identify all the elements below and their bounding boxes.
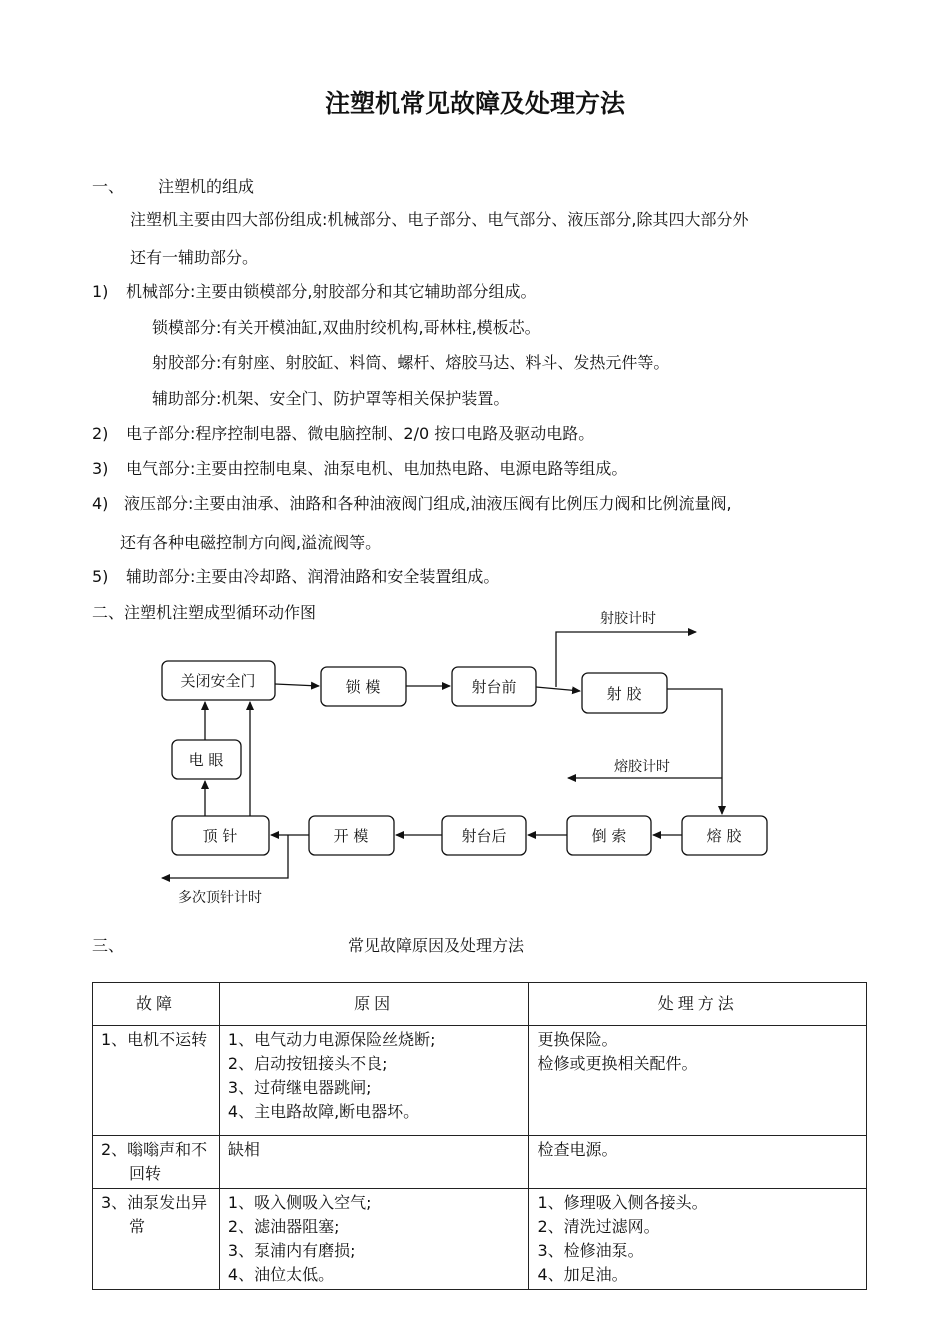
solution-cell: 检查电源。 xyxy=(529,1136,867,1189)
solution-cell: 更换保险。 检修或更换相关配件。 xyxy=(529,1026,867,1136)
svg-text:射 胶: 射 胶 xyxy=(606,685,642,703)
inject-timer-label: 射胶计时 xyxy=(600,611,656,627)
svg-text:顶 针: 顶 针 xyxy=(202,827,238,845)
item-1-sub-injection: 射胶部分:有射座、射胶缸、料筒、螺杆、熔胶马达、料斗、发热元件等。 xyxy=(152,353,670,372)
node-carriage-forward xyxy=(452,667,536,706)
svg-text:射台后: 射台后 xyxy=(461,827,507,845)
header-solution: 处理方法 xyxy=(529,983,867,1026)
svg-text:熔 胶: 熔 胶 xyxy=(706,827,742,845)
table-row xyxy=(93,1136,867,1189)
item-5-text: 辅助部分:主要由冷却路、润滑油路和安全装置组成。 xyxy=(126,567,500,586)
item-4-number: 4) xyxy=(92,494,109,513)
table-row xyxy=(93,1026,867,1136)
item-1-text: 机械部分:主要由锁模部分,射胶部分和其它辅助部分组成。 xyxy=(126,282,537,301)
item-1-number: 1) xyxy=(92,282,109,301)
table-row xyxy=(93,1189,867,1290)
section1-heading: 注塑机的组成 xyxy=(158,177,255,196)
item-2-text: 电子部分:程序控制电器、微电脑控制、2/0 按口电路及驱动电路。 xyxy=(126,424,595,443)
node-open-mold xyxy=(309,816,394,855)
item-4-continuation: 还有各种电磁控制方向阀,溢流阀等。 xyxy=(120,533,382,552)
svg-text:锁 模: 锁 模 xyxy=(345,678,381,696)
node-inject xyxy=(582,673,667,713)
fault-table xyxy=(92,982,867,1290)
svg-text:开 模: 开 模 xyxy=(333,827,369,845)
table-header-row xyxy=(93,983,867,1026)
fault-cell: 3、油泵发出异常 xyxy=(93,1189,220,1290)
node-lock-mold xyxy=(321,667,406,706)
section1-intro-line1: 注塑机主要由四大部份组成:机械部分、电子部分、电气部分、液压部分,除其四大部分外 xyxy=(130,210,749,229)
header-fault: 故障 xyxy=(93,983,220,1026)
node-suck-back xyxy=(567,816,651,855)
node-close-safety-door xyxy=(162,661,275,700)
cause-cell: 1、电气动力电源保险丝烧断; 2、启动按钮接头不良; 3、过荷继电器跳闸; 4、主电路故障,断电器坏。 xyxy=(219,1026,529,1136)
section3-heading: 常见故障原因及处理方法 xyxy=(348,936,525,955)
section2-heading: 二、注塑机注塑成型循环动作图 xyxy=(92,603,317,622)
fault-cell: 1、电机不运转 xyxy=(93,1026,220,1136)
item-3-number: 3) xyxy=(92,459,109,478)
item-1-sub-auxiliary: 辅助部分:机架、安全门、防护罩等相关保护装置。 xyxy=(152,389,510,408)
node-eject xyxy=(172,816,269,855)
item-4-text: 液压部分:主要由油承、油路和各种油液阀门组成,油液压阀有比例压力阀和比例流量阀, xyxy=(124,494,732,513)
cause-cell: 1、吸入侧吸入空气; 2、滤油器阻塞; 3、泵浦内有磨损; 4、油位太低。 xyxy=(219,1189,529,1290)
injection-cycle-diagram xyxy=(0,600,950,920)
node-melt xyxy=(682,816,767,855)
eject-timer-label: 多次顶针计时 xyxy=(178,890,262,906)
item-1-sub-clamping: 锁模部分:有关开模油缸,双曲肘绞机构,哥林柱,模板芯。 xyxy=(152,318,541,337)
node-carriage-back xyxy=(442,816,526,855)
svg-text:射台前: 射台前 xyxy=(471,678,517,696)
item-3-text: 电气部分:主要由控制电臬、油泵电机、电加热电路、电源电路等组成。 xyxy=(126,459,628,478)
fault-cell: 2、嗡嗡声和不回转 xyxy=(93,1136,220,1189)
section1-number: 一、 xyxy=(92,177,125,196)
svg-text:电 眼: 电 眼 xyxy=(188,751,224,769)
cause-cell: 缺相 xyxy=(219,1136,529,1189)
item-2-number: 2) xyxy=(92,424,109,443)
section1-intro-line2: 还有一辅助部分。 xyxy=(130,248,259,267)
svg-text:倒 索: 倒 索 xyxy=(591,827,627,845)
header-cause: 原因 xyxy=(219,983,529,1026)
page-title: 注塑机常见故障及处理方法 xyxy=(324,89,625,118)
melt-timer-label: 熔胶计时 xyxy=(614,759,670,775)
solution-cell: 1、修理吸入侧各接头。 2、清洗过滤网。 3、检修油泵。 4、加足油。 xyxy=(529,1189,867,1290)
section3-number: 三、 xyxy=(92,936,125,955)
item-5-number: 5) xyxy=(92,567,109,586)
svg-text:关闭安全门: 关闭安全门 xyxy=(180,672,256,690)
node-electric-eye xyxy=(172,740,241,779)
